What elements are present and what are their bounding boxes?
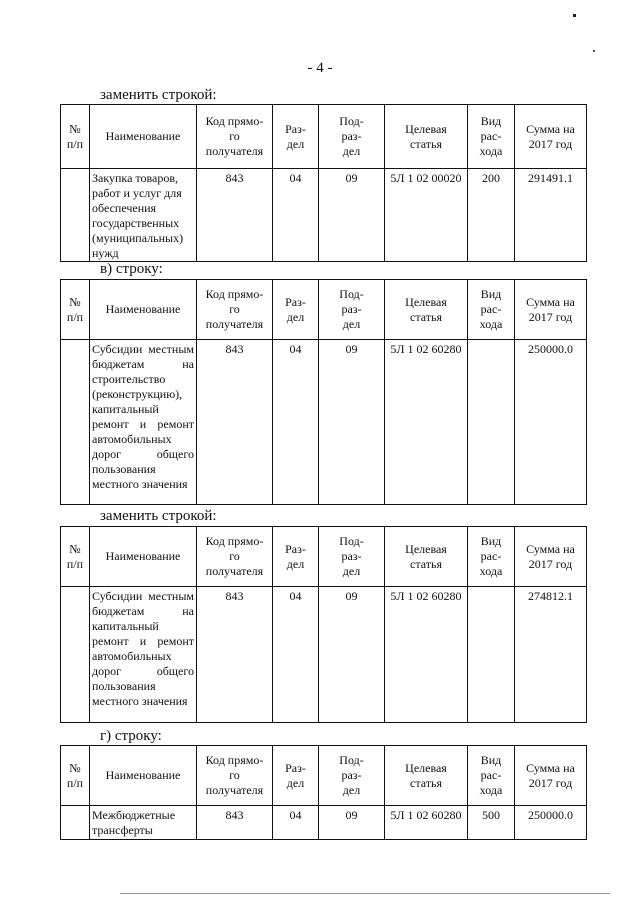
cell-num [61,587,90,723]
cell-subsection: 09 [319,340,385,505]
scan-edge-line [120,893,610,894]
cell-code: 843 [197,587,273,723]
block-intro: заменить строкой: [100,87,217,103]
cell-sum: 250000.0 [515,340,587,505]
cell-target: 5Л 1 02 60280 [385,806,468,840]
table-header-row [61,527,587,587]
page-number: - 4 - [307,60,333,76]
header-subsection: Под- раз- дел [319,527,385,587]
header-target: Целевая статья [385,105,468,169]
header-type: Вид рас- хода [468,746,515,806]
header-name: Наименование [90,105,197,169]
cell-name: Субсидии местным бюджетам на капитальный ремонт и ремонт автомобильных дорог общего пользования местного значения [90,587,197,723]
budget-table [60,104,587,262]
header-num: № п/п [61,527,90,587]
budget-table [60,745,587,840]
header-sum: Сумма на 2017 год [515,105,587,169]
header-section: Раз- дел [273,746,319,806]
header-code: Код прямо- го получателя [197,105,273,169]
cell-target: 5Л 1 02 60280 [385,340,468,505]
cell-code: 843 [197,169,273,262]
cell-type [468,340,515,505]
header-name: Наименование [90,280,197,340]
header-target: Целевая статья [385,280,468,340]
cell-section: 04 [273,587,319,723]
table-header-row [61,280,587,340]
table-header-row [61,746,587,806]
cell-sum: 291491.1 [515,169,587,262]
header-sum: Сумма на 2017 год [515,527,587,587]
budget-table [60,526,587,723]
cell-target: 5Л 1 02 60280 [385,587,468,723]
cell-num [61,169,90,262]
header-name: Наименование [90,527,197,587]
block-intro: заменить строкой: [100,508,217,524]
cell-section: 04 [273,169,319,262]
cell-subsection: 09 [319,169,385,262]
table-row [61,169,587,262]
cell-num [61,340,90,505]
header-num: № п/п [61,105,90,169]
cell-type: 500 [468,806,515,840]
cell-name: Межбюджетные трансферты [90,806,197,840]
header-section: Раз- дел [273,280,319,340]
scan-speck [573,14,576,17]
header-section: Раз- дел [273,527,319,587]
table-row [61,340,587,505]
cell-sum: 250000.0 [515,806,587,840]
header-subsection: Под- раз- дел [319,280,385,340]
header-code: Код прямо- го получателя [197,280,273,340]
block-intro: в) строку: [100,261,163,277]
table-row [61,587,587,723]
scan-speck [593,50,595,52]
header-num: № п/п [61,746,90,806]
table-header-row [61,105,587,169]
cell-subsection: 09 [319,806,385,840]
header-num: № п/п [61,280,90,340]
cell-name: Субсидии местным бюджетам на строительство (реконструкцию), капитальный ремонт и ремонт автомобильных дорог общего пользования местного значения [90,340,197,505]
cell-sum: 274812.1 [515,587,587,723]
header-type: Вид рас- хода [468,280,515,340]
header-type: Вид рас- хода [468,527,515,587]
header-section: Раз- дел [273,105,319,169]
header-code: Код прямо- го получателя [197,527,273,587]
table-row [61,806,587,840]
header-type: Вид рас- хода [468,105,515,169]
cell-section: 04 [273,340,319,505]
cell-target: 5Л 1 02 00020 [385,169,468,262]
header-target: Целевая статья [385,527,468,587]
cell-num [61,806,90,840]
header-subsection: Под- раз- дел [319,105,385,169]
header-code: Код прямо- го получателя [197,746,273,806]
header-subsection: Под- раз- дел [319,746,385,806]
cell-subsection: 09 [319,587,385,723]
cell-section: 04 [273,806,319,840]
header-sum: Сумма на 2017 год [515,280,587,340]
header-name: Наименование [90,746,197,806]
cell-type: 200 [468,169,515,262]
cell-name: Закупка товаров, работ и услуг для обеспечения государственных (муниципальных) нужд [90,169,197,262]
block-intro: г) строку: [100,728,162,744]
cell-code: 843 [197,806,273,840]
budget-table [60,279,587,505]
cell-type [468,587,515,723]
header-target: Целевая статья [385,746,468,806]
cell-code: 843 [197,340,273,505]
header-sum: Сумма на 2017 год [515,746,587,806]
